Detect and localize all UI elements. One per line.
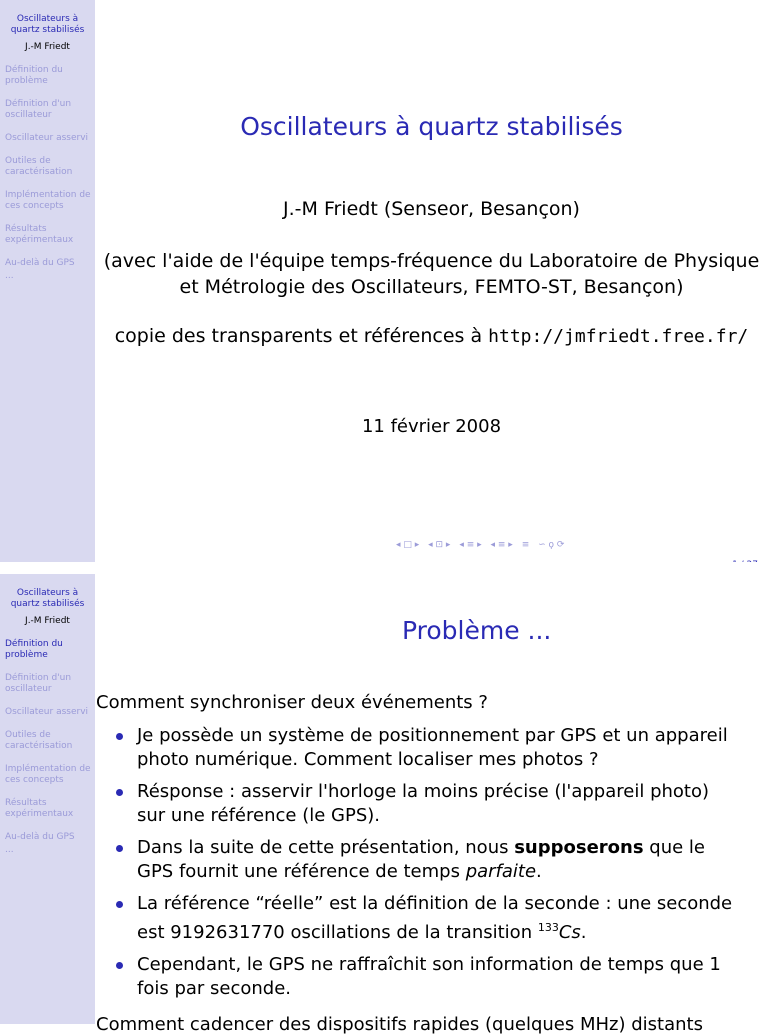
institution-text <box>95 248 768 300</box>
sidebar-author: J.-M Friedt <box>25 616 70 626</box>
slide-2 <box>0 574 768 1035</box>
sidebar-author: J.-M Friedt <box>25 42 70 52</box>
sidebar-item-outils-caracterisation[interactable]: Outiles de caractérisation <box>5 156 73 177</box>
sidebar-item-resultats[interactable]: Résultats expérimentaux <box>5 798 74 819</box>
nav-frame-icon[interactable]: ◂ □ ▸ <box>396 540 420 550</box>
sidebar-item-resultats[interactable]: Résultats expérimentaux <box>5 224 74 245</box>
sidebar-item-au-dela-gps[interactable]: Au-delà du GPS <box>5 832 75 842</box>
sidebar-more: ... <box>5 271 14 281</box>
sidebar-presentation-title[interactable]: Oscillateurs à quartz stabilisés <box>10 14 85 35</box>
cut-off-line: Comment cadencer des dispositifs rapides (quelques MHz) distants <box>96 1014 703 1035</box>
bullet-item <box>96 892 736 945</box>
bullet-text: . <box>580 922 587 943</box>
bullet-italic: parfaite <box>465 861 537 882</box>
sidebar-item-definition-oscillateur[interactable]: Définition d'un oscillateur <box>5 673 72 694</box>
sidebar-item-outils-caracterisation[interactable]: Outiles de caractérisation <box>5 730 73 751</box>
bullet-item <box>96 836 736 884</box>
copy-prefix: copie des transparents et références à <box>114 325 489 347</box>
nav-toc-icon[interactable]: ≡ <box>521 540 530 550</box>
nav-search-icon[interactable]: ∽ ϙ ⟳ <box>538 540 565 550</box>
sidebar-item-oscillateur-asservi[interactable]: Oscillateur asservi <box>5 133 89 143</box>
sidebar-item-implementation[interactable]: Implémentation de ces concepts <box>5 190 91 211</box>
sidebar-item-definition-probleme[interactable]: Définition du problème <box>5 639 63 660</box>
sidebar-more: ... <box>5 845 14 855</box>
slide-content <box>95 0 768 562</box>
sidebar-presentation-title[interactable]: Oscillateurs à quartz stabilisés <box>10 588 85 609</box>
sidebar-item-implementation[interactable]: Implémentation de ces concepts <box>5 764 91 785</box>
sidebar-item-definition-probleme[interactable]: Définition du problème <box>5 65 63 86</box>
frame-title: Problème ... <box>402 616 552 645</box>
copy-line <box>95 325 768 347</box>
beamer-navigation <box>396 540 766 556</box>
bullet-text: que le GPS fournit une référence de temps <box>137 837 705 882</box>
institution-line-1: (avec l'aide de l'équipe temps-fréquence du Laboratoire de Physique <box>103 250 760 272</box>
bullet-item: Cependant, le GPS ne raffraîchit son information de temps que 1 fois par seconde. <box>96 953 736 1001</box>
nav-section-icon[interactable]: ◂ ≡ ▸ <box>459 540 482 550</box>
slide-separator <box>0 562 768 574</box>
sidebar-item-au-dela-gps[interactable]: Au-delà du GPS <box>5 258 75 268</box>
institution-line-2: et Métrologie des Oscillateurs, FEMTO-ST, Besançon) <box>179 276 684 298</box>
nav-section-2-icon[interactable]: ◂ ≡ ▸ <box>490 540 513 550</box>
nav-subsection-icon[interactable]: ◂ ⊡ ▸ <box>428 540 451 550</box>
sidebar <box>0 0 95 562</box>
bullet-bold: supposerons <box>514 837 644 858</box>
bullet-list <box>96 724 736 1009</box>
bullet-text: La référence “réelle” est la définition de la seconde : une seconde est 9192631770 oscillations de la transition <box>137 893 733 943</box>
sidebar-item-oscillateur-asservi[interactable]: Oscillateur asservi <box>5 707 89 717</box>
author-line: J.-M Friedt (Senseor, Besançon) <box>283 198 580 220</box>
title: Oscillateurs à quartz stabilisés <box>240 112 623 141</box>
bullet-text: . <box>536 861 542 882</box>
sidebar <box>0 574 95 1024</box>
bullet-item: Je possède un système de positionnement par GPS et un appareil photo numérique. Comment localiser mes photos ? <box>96 724 736 772</box>
bullet-item: Résponse : asservir l'horloge la moins précise (l'appareil photo) sur une référence (le GPS). <box>96 780 736 828</box>
bullet-text: Dans la suite de cette présentation, nous <box>137 837 515 858</box>
isotope-superscript: 133 <box>537 921 559 934</box>
date: 11 février 2008 <box>361 416 502 437</box>
sidebar-item-definition-oscillateur[interactable]: Définition d'un oscillateur <box>5 99 72 120</box>
url-link[interactable]: http://jmfriedt.free.fr/ <box>488 326 749 347</box>
cesium-symbol: Cs <box>558 922 581 943</box>
lead-question: Comment synchroniser deux événements ? <box>96 692 488 713</box>
